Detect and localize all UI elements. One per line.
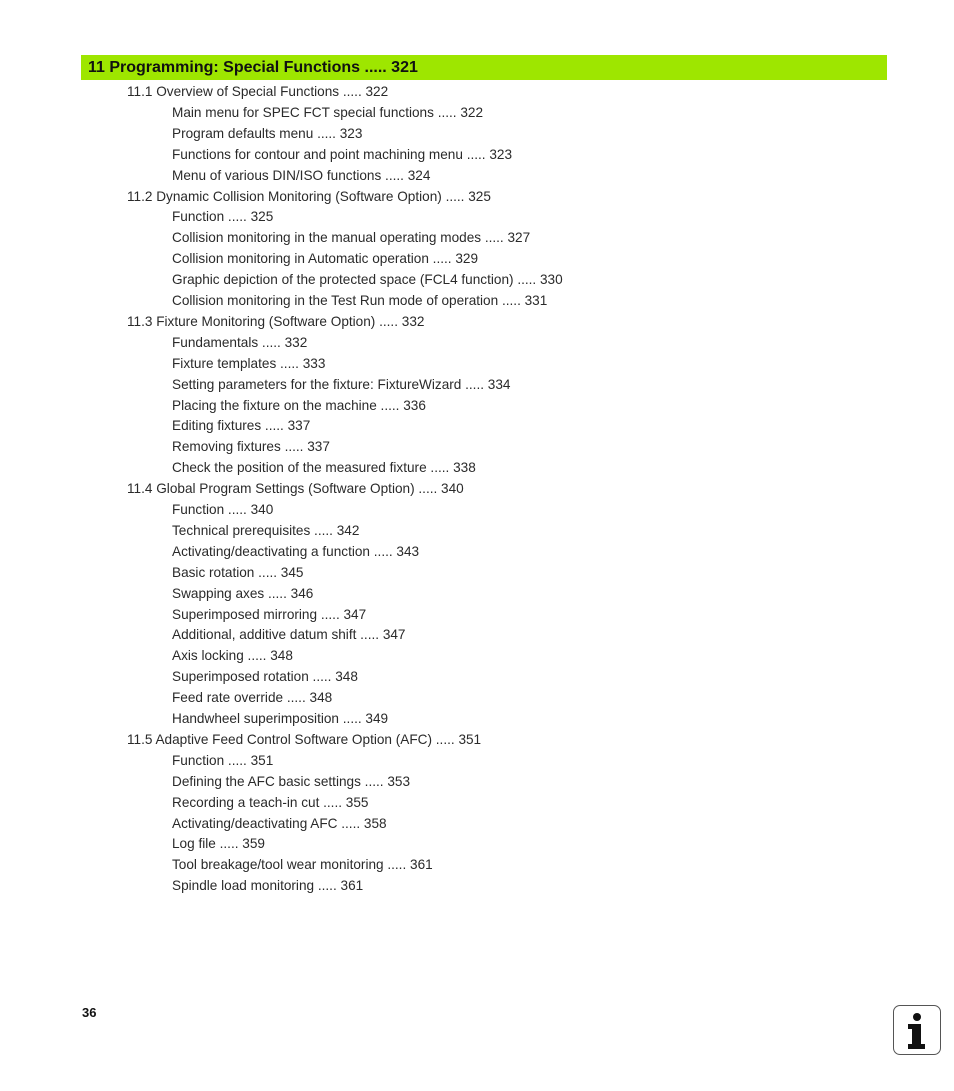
toc-subsection-entry: Function ..... 351	[172, 752, 274, 768]
toc-subsection-entry: Spindle load monitoring ..... 361	[172, 878, 364, 894]
toc-subsection-entry: Technical prerequisites ..... 342	[172, 522, 360, 538]
toc-subsection-entry: Functions for contour and point machining menu ..... 323	[172, 146, 513, 162]
toc-subsection-entry: Placing the fixture on the machine ..... 336	[172, 397, 426, 413]
toc-subsection-entry: Collision monitoring in the Test Run mode of operation ..... 331	[172, 293, 548, 308]
toc-subsection-entry: Collision monitoring in the manual operating modes ..... 327	[172, 230, 531, 246]
toc-section-entry: 11.2 Dynamic Collision Monitoring (Software Option) ..... 325	[127, 188, 491, 204]
toc-subsection-entry: Recording a teach-in cut ..... 355	[172, 794, 369, 810]
info-icon	[893, 1005, 941, 1055]
toc-subsection-entry: Swapping axes ..... 346	[172, 585, 314, 601]
toc-subsection-entry: Log file ..... 359	[172, 836, 265, 852]
toc-subsection-entry: Fixture templates ..... 333	[172, 355, 326, 371]
toc-subsection-entry: Check the position of the measured fixture ..... 338	[172, 460, 476, 476]
toc-subsection-entry: Fundamentals ..... 332	[172, 334, 308, 350]
toc-subsection-entry: Function ..... 340	[172, 502, 274, 517]
toc-subsection-entry: Activating/deactivating AFC ..... 358	[172, 815, 387, 831]
toc-subsection-entry: Superimposed mirroring ..... 347	[172, 606, 367, 622]
toc-subsection-entry: Additional, additive datum shift ..... 347	[172, 627, 406, 643]
toc-subsection-entry: Program defaults menu ..... 323	[172, 125, 363, 141]
toc-subsection-entry: Main menu for SPEC FCT special functions ..... 322	[172, 104, 484, 120]
toc-subsection-entry: Graphic depiction of the protected space (FCL4 function) ..... 330	[172, 272, 563, 288]
toc-subsection-entry: Activating/deactivating a function ..... 343	[172, 543, 420, 559]
toc-subsection-entry: Tool breakage/tool wear monitoring ..... 361	[172, 857, 433, 873]
toc-subsection-entry: Basic rotation ..... 345	[172, 564, 304, 580]
toc-subsection-entry: Editing fixtures ..... 337	[172, 418, 311, 434]
toc-subsection-entry: Feed rate override ..... 348	[172, 690, 333, 706]
toc-subsection-entry: Setting parameters for the fixture: FixtureWizard ..... 334	[172, 376, 511, 392]
chapter-heading: 11 Programming: Special Functions ..... 321	[81, 55, 887, 80]
toc-section-entry: 11.5 Adaptive Feed Control Software Option (AFC) ..... 351	[127, 731, 482, 747]
toc-subsection-entry: Defining the AFC basic settings ..... 353	[172, 773, 411, 789]
toc-section-entry: 11.4 Global Program Settings (Software Option) ..... 340	[127, 481, 464, 497]
toc-section-entry: 11.3 Fixture Monitoring (Software Option) ..... 332	[127, 313, 425, 329]
page-number: 36	[82, 1005, 97, 1020]
toc-subsection-entry: Superimposed rotation ..... 348	[172, 669, 358, 685]
toc-section-entry: 11.1 Overview of Special Functions ..... 322	[127, 84, 389, 99]
toc-subsection-entry: Axis locking ..... 348	[172, 648, 293, 664]
toc-subsection-entry: Handwheel superimposition ..... 349	[172, 711, 389, 726]
toc-subsection-entry: Function ..... 325	[172, 209, 274, 225]
toc-subsection-entry: Menu of various DIN/ISO functions ..... 324	[172, 167, 431, 183]
toc-subsection-entry: Removing fixtures ..... 337	[172, 439, 330, 455]
toc-subsection-entry: Collision monitoring in Automatic operation ..... 329	[172, 251, 479, 267]
